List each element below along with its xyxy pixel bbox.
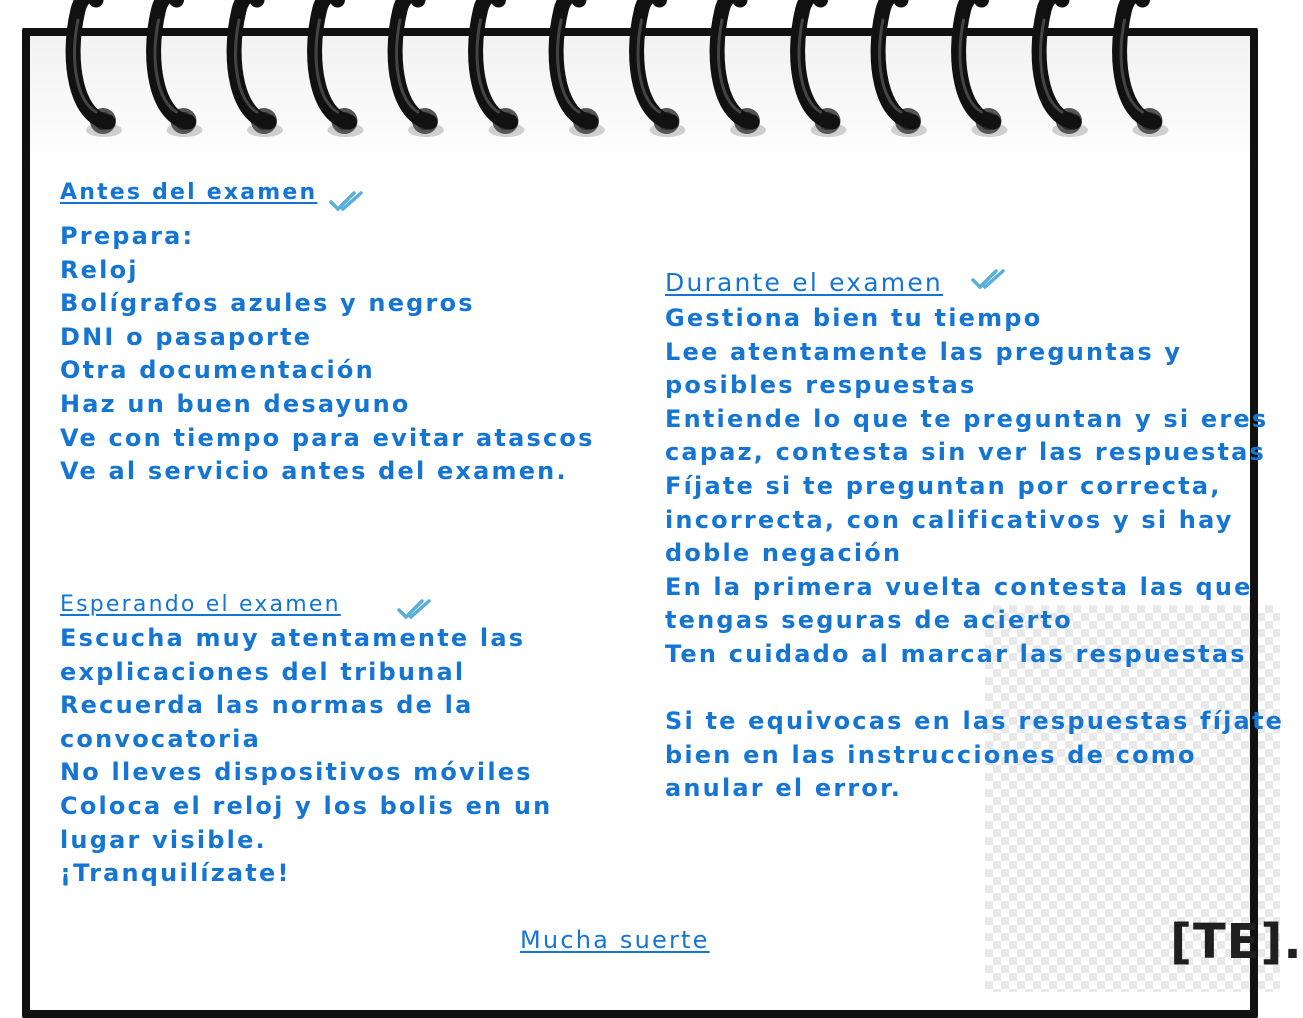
list-item: Coloca el reloj y los bolis en un <box>60 791 553 820</box>
list-item: Fíjate si te preguntan por correcta, <box>665 471 1222 500</box>
list-item: Recuerda las normas de la <box>60 691 474 720</box>
spiral-ring <box>959 0 1008 137</box>
spiral-ring <box>878 0 927 137</box>
spiral-ring <box>476 0 525 137</box>
list-item: Otra documentación <box>60 356 375 385</box>
during-heading: Durante el examen <box>665 268 943 297</box>
spiral-binding <box>0 0 1280 140</box>
list-item: anular el error. <box>665 774 903 803</box>
list-item: Escucha muy atentamente las <box>60 624 526 652</box>
list-item: Reloj <box>60 255 139 284</box>
waiting-heading: Esperando el examen <box>60 592 341 617</box>
list-item: Ten cuidado al marcar las respuestas <box>665 639 1247 668</box>
spiral-ring <box>1039 0 1088 137</box>
before-list <box>60 220 595 489</box>
spiral-ring <box>73 0 122 137</box>
list-item: doble negación <box>665 539 903 568</box>
list-item: En la primera vuelta contesta las que <box>665 572 1253 601</box>
before-heading: Antes del examen <box>60 180 318 205</box>
list-item: bien en las instrucciones de como <box>665 740 1197 769</box>
list-item: DNI o pasaporte <box>60 322 313 351</box>
spiral-ring <box>717 0 766 137</box>
list-item: No lleves dispositivos móviles <box>60 758 533 787</box>
spiral-ring <box>556 0 605 137</box>
list-item: Ve con tiempo para evitar atascos <box>60 423 595 452</box>
spiral-ring <box>798 0 847 137</box>
list-item: ¡Tranquilízate! <box>60 859 291 888</box>
spiral-ring <box>154 0 203 137</box>
list-item: Haz un buen desayuno <box>60 389 411 418</box>
list-item: Bolígrafos azules y negros <box>60 289 475 318</box>
list-item: Entiende lo que te preguntan y si eres <box>665 404 1269 433</box>
list-item <box>665 672 1284 706</box>
spiral-ring <box>315 0 364 137</box>
spiral-ring <box>395 0 444 137</box>
waiting-list <box>60 622 552 891</box>
spiral-ring <box>637 0 686 137</box>
double-check-icon <box>970 268 1008 290</box>
list-item: Lee atentamente las preguntas y <box>665 337 1183 366</box>
list-item: explicaciones del tribunal <box>60 657 466 686</box>
list-item: Si te equivocas en las respuestas fíjate <box>665 707 1285 736</box>
list-item: capaz, contesta sin ver las respuestas <box>665 438 1267 467</box>
during-list <box>665 302 1284 806</box>
double-check-icon <box>328 190 366 212</box>
list-item: tengas seguras de acierto <box>665 606 1073 635</box>
list-item: Gestiona bien tu tiempo <box>665 304 1043 332</box>
double-check-icon <box>396 598 434 620</box>
list-item: convocatoria <box>60 724 261 753</box>
list-item: posibles respuestas <box>665 371 977 400</box>
te-logo: [TE]. <box>1170 914 1303 970</box>
spiral-ring <box>234 0 283 137</box>
spiral-ring <box>1120 0 1169 137</box>
good-luck-text: Mucha suerte <box>520 926 710 954</box>
list-item: incorrecta, con calificativos y si hay <box>665 505 1234 534</box>
list-item: Prepara: <box>60 222 195 250</box>
list-item: lugar visible. <box>60 825 267 854</box>
list-item: Ve al servicio antes del examen. <box>60 457 568 486</box>
